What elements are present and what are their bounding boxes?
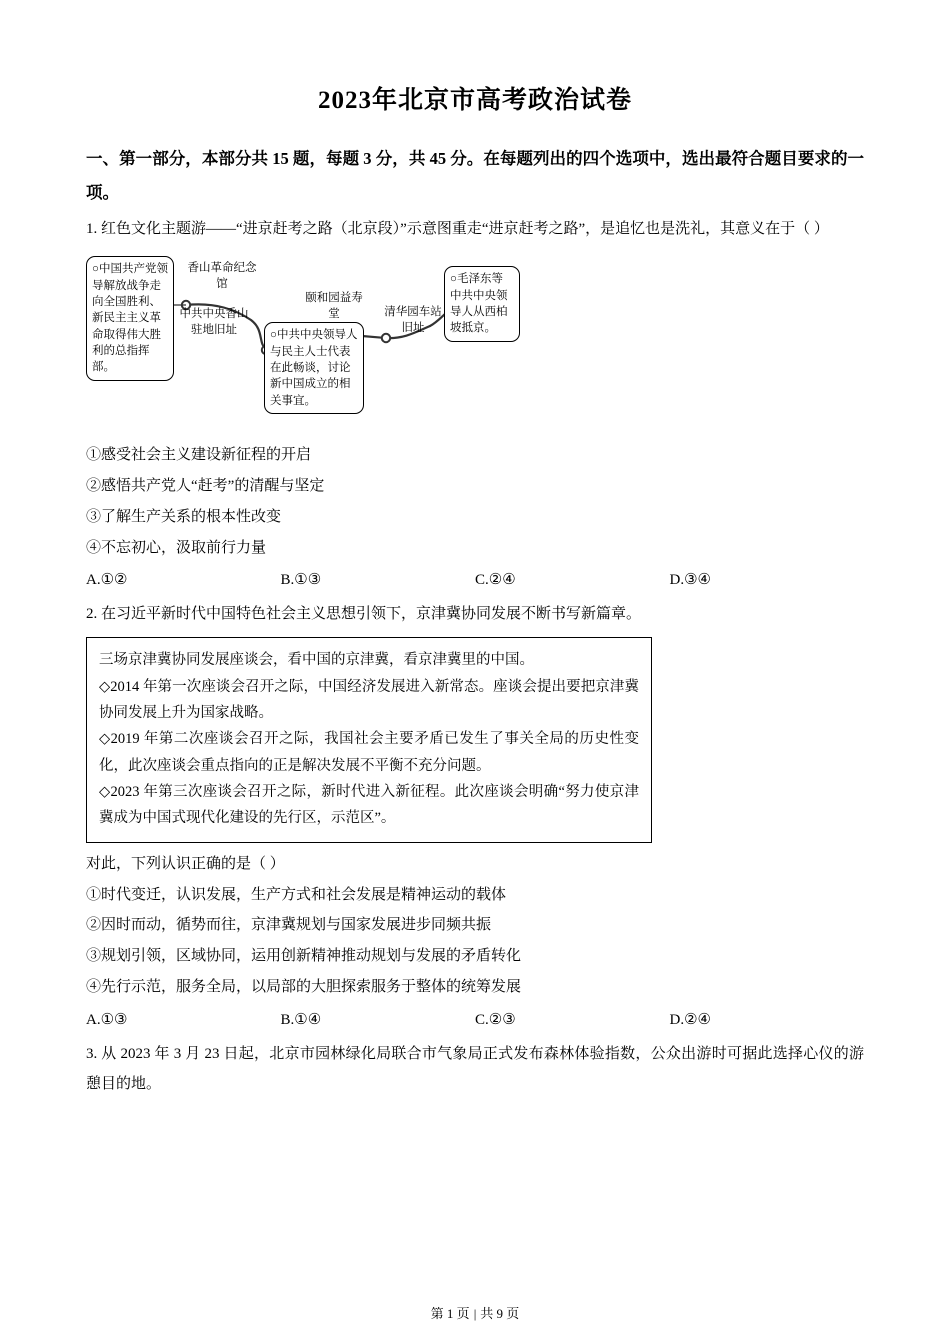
question-2-option-3: ③规划引领，区域协同，运用创新精神推动规划与发展的矛盾转化: [86, 948, 522, 964]
question-1-choice-a: A.①②: [86, 572, 128, 589]
diagram-station-4: 清华园车站旧址: [384, 306, 442, 335]
material-line-4: ◇2023 年第三次座谈会召开之际，新时代进入新征程。此次座谈会明确“努力使京津冀成为中国式现代化建设的先行区，示范区”。: [99, 784, 639, 827]
material-line-1: 三场京津冀协同发展座谈会，看中国的京津冀，看京津冀里的中国。: [99, 652, 534, 669]
question-1-option-2: ②感悟共产党人“赶考”的清醒与坚定: [86, 478, 325, 495]
question-1-choices: [86, 565, 864, 595]
diagram-station-3: 颐和园益寿堂: [305, 292, 363, 321]
diagram-callout-3: ○毛泽东等中共中央领导人从西柏坡抵京。: [444, 266, 520, 341]
diagram-station-1: 香山革命纪念馆: [187, 262, 257, 291]
question-2-choice-b: B.①④: [280, 1011, 322, 1028]
question-1-option-3: ③了解生产关系的根本性改变: [86, 508, 282, 525]
question-2-option-2: ②因时而动，循势而往，京津冀规划与国家发展进步同频共振: [86, 917, 492, 934]
diagram-callout-1: ○中国共产党领导解放战争走向全国胜利、新民主主义革命取得伟大胜利的总指挥部。: [86, 256, 174, 380]
question-2-choice-d: D.②④: [669, 1011, 711, 1028]
question-1-diagram: [86, 250, 864, 430]
question-2-option-1: ①时代变迁，认识发展，生产方式和社会发展是精神运动的载体: [86, 886, 507, 903]
question-1-choice-d: D.③④: [669, 572, 711, 589]
page-footer: [0, 1303, 950, 1322]
question-2-choices: [86, 1005, 864, 1035]
question-3-stem: 3. 从 2023 年 3 月 23 日起，北京市园林绿化局联合市气象局正式发布森林体验指数，公众出游时可据此选择心仪的游憩目的地。: [86, 1045, 864, 1093]
material-line-3: ◇2019 年第二次座谈会召开之际，我国社会主要矛盾已发生了事关全局的历史性变化，此次座谈会重点指向的正是解决发展不平衡不充分问题。: [99, 731, 639, 774]
question-1-option-1: ①感受社会主义建设新征程的开启: [86, 447, 312, 464]
material-line-2: ◇2014 年第一次座谈会召开之际，中国经济发展进入新常态。座谈会提出要把京津冀协同发展上升为国家战略。: [99, 678, 639, 721]
question-2-choice-a: A.①③: [86, 1011, 128, 1028]
footer-total-pages: 共 9 页: [480, 1306, 520, 1321]
question-1-option-4: ④不忘初心，汲取前行力量: [86, 539, 267, 556]
page-title: 2023年北京市高考政治试卷: [317, 87, 632, 114]
question-2-stem: 2. 在习近平新时代中国特色社会主义思想引领下，京津冀协同发展不断书写新篇章。: [86, 606, 642, 623]
question-1-stem: 1. 红色文化主题游——“进京赶考之路（北京段）”示意图重走“进京赶考之路”，是追忆也是洗礼，其意义在于（ ）: [86, 220, 829, 237]
footer-separator: |: [473, 1306, 477, 1321]
question-2-lead: 对此，下列认识正确的是（ ）: [86, 855, 285, 872]
section-heading: 一、第一部分，本部分共 15 题，每题 3 分，共 45 分。在每题列出的四个选项中，选出最符合题目要求的一项。: [86, 149, 864, 202]
diagram-callout-2: ○中共中央领导人与民主人士代表在此畅谈，讨论新中国成立的相关事宜。: [264, 322, 364, 414]
question-2-choice-c: C.②③: [475, 1011, 516, 1028]
footer-current-page: 第 1 页: [430, 1306, 470, 1321]
question-1-choice-b: B.①③: [280, 572, 322, 589]
diagram-station-2: 中共中央香山驻地旧址: [179, 308, 249, 337]
question-1-choice-c: C.②④: [475, 572, 516, 589]
question-2-option-4: ④先行示范，服务全局，以局部的大胆探索服务于整体的统筹发展: [86, 978, 522, 995]
question-2-material-box: [86, 637, 652, 843]
